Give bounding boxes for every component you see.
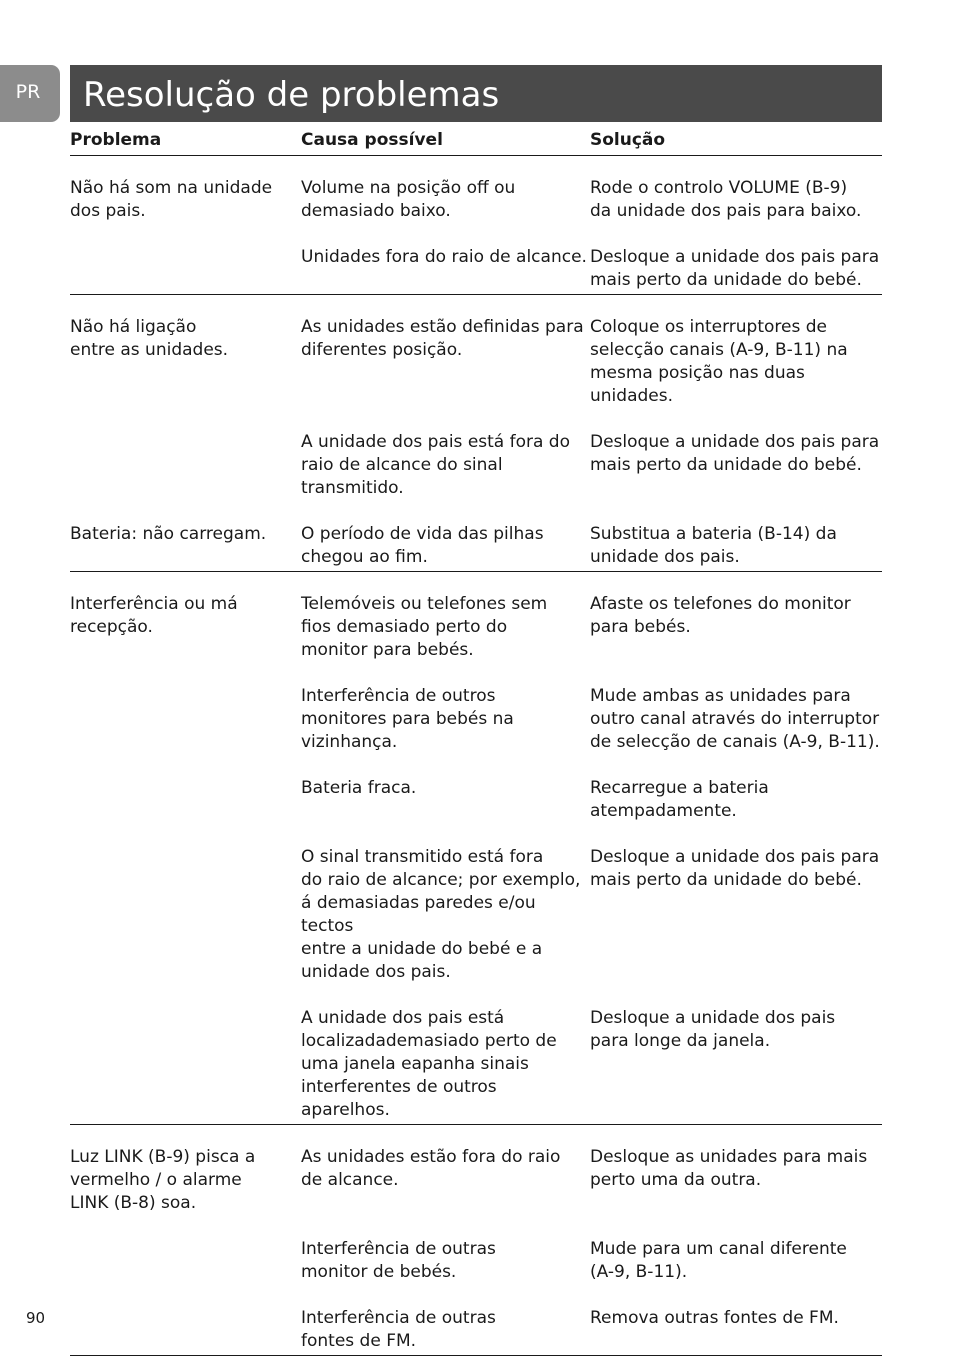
solution-cell: Desloque a unidade dos pais para mais perto da unidade do bebé. xyxy=(590,247,880,290)
table-row xyxy=(70,1146,882,1215)
cause-cell: O período de vida das pilhas chegou ao fim. xyxy=(301,524,544,567)
problem-group xyxy=(70,156,882,295)
table-header xyxy=(70,129,882,156)
problem-group xyxy=(70,572,882,1125)
troubleshooting-table xyxy=(70,129,882,1356)
solution-cell: Remova outras fontes de FM. xyxy=(590,1308,839,1328)
table-row xyxy=(70,523,882,569)
cause-cell: As unidades estão fora do raio de alcance. xyxy=(301,1147,561,1190)
problem-group xyxy=(70,1125,882,1356)
header-problem: Problema xyxy=(70,130,162,150)
cause-cell: O sinal transmitido está fora do raio de alcance; por exemplo, á demasiadas paredes e/ou tectos entre a unidade do bebé e a unidade dos pais. xyxy=(301,847,581,982)
header-solution: Solução xyxy=(590,130,666,150)
solution-cell: Rode o controlo VOLUME (B-9) da unidade dos pais para baixo. xyxy=(590,178,862,221)
table-row xyxy=(70,316,882,408)
solution-cell: Desloque a unidade dos pais para mais perto da unidade do bebé. xyxy=(590,432,880,475)
solution-cell: Mude para um canal diferente (A-9, B-11). xyxy=(590,1239,847,1282)
table-row xyxy=(70,431,882,500)
table-row xyxy=(70,177,882,223)
cause-cell: Bateria fraca. xyxy=(301,778,417,798)
table-row xyxy=(70,685,882,754)
solution-cell: Desloque as unidades para mais perto uma da outra. xyxy=(590,1147,868,1190)
problem-cell: Luz LINK (B-9) pisca a vermelho / o alarme LINK (B-8) soa. xyxy=(70,1147,256,1213)
table-row xyxy=(70,246,882,292)
problem-cell xyxy=(70,431,301,500)
language-tab: PR xyxy=(0,65,60,122)
table-row xyxy=(70,846,882,984)
table-row xyxy=(70,1238,882,1284)
solution-cell: Desloque a unidade dos pais para mais perto da unidade do bebé. xyxy=(590,847,880,890)
table-row xyxy=(70,593,882,662)
solution-cell: Substitua a bateria (B-14) da unidade dos pais. xyxy=(590,524,837,567)
problem-cell: Bateria: não carregam. xyxy=(70,524,267,544)
problem-cell: Não há ligação entre as unidades. xyxy=(70,317,229,360)
solution-cell: Coloque os interruptores de selecção canais (A-9, B-11) na mesma posição nas duas unidades. xyxy=(590,317,848,406)
cause-cell: Telemóveis ou telefones sem fios demasiado perto do monitor para bebés. xyxy=(301,594,548,660)
table-row xyxy=(70,1307,882,1353)
problem-cell: Interferência ou má recepção. xyxy=(70,594,238,637)
problem-cell xyxy=(70,1007,301,1122)
cause-cell: As unidades estão definidas para diferentes posição. xyxy=(301,317,584,360)
table-row xyxy=(70,777,882,823)
problem-cell: Não há som na unidade dos pais. xyxy=(70,178,273,221)
problem-cell xyxy=(70,846,301,984)
problem-cell xyxy=(70,246,301,292)
problem-cell xyxy=(70,777,301,823)
page-title: Resolução de problemas xyxy=(70,65,882,122)
solution-cell: Recarregue a bateria atempadamente. xyxy=(590,778,769,821)
solution-cell: Desloque a unidade dos pais para longe da janela. xyxy=(590,1008,836,1051)
cause-cell: A unidade dos pais está localizadademasiado perto de uma janela eapanha sinais interferentes de outros aparelhos. xyxy=(301,1008,557,1120)
cause-cell: Volume na posição off ou demasiado baixo. xyxy=(301,178,516,221)
cause-cell: A unidade dos pais está fora do raio de alcance do sinal transmitido. xyxy=(301,432,571,498)
problem-cell xyxy=(70,1238,301,1284)
cause-cell: Interferência de outras monitor de bebés. xyxy=(301,1239,496,1282)
cause-cell: Interferência de outras fontes de FM. xyxy=(301,1308,496,1351)
cause-cell: Unidades fora do raio de alcance. xyxy=(301,247,587,267)
problem-group xyxy=(70,295,882,572)
table-row xyxy=(70,1007,882,1122)
page-number: 90 xyxy=(26,1309,46,1327)
problem-cell xyxy=(70,685,301,754)
solution-cell: Mude ambas as unidades para outro canal através do interruptor de selecção de canais (A-9, B-11). xyxy=(590,686,880,752)
solution-cell: Afaste os telefones do monitor para bebés. xyxy=(590,594,851,637)
header-cause: Causa possível xyxy=(301,130,443,150)
problem-cell xyxy=(70,1307,301,1353)
cause-cell: Interferência de outros monitores para bebés na vizinhança. xyxy=(301,686,514,752)
